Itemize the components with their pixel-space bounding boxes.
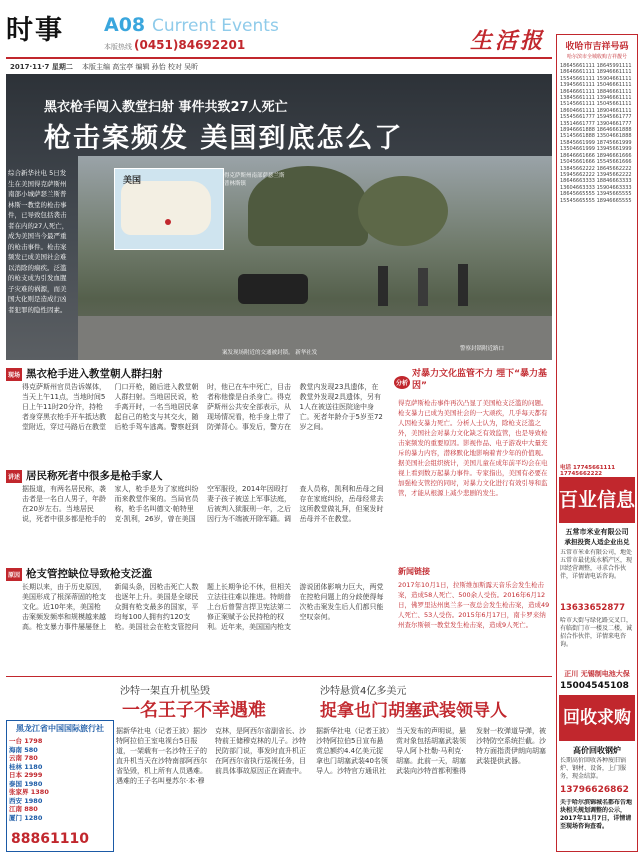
travel-ad-phone: 88861110 — [11, 831, 89, 847]
map-label: 美国 — [123, 176, 142, 186]
route-item: 厦门 1280 — [9, 813, 43, 822]
tree-shape — [358, 176, 448, 246]
dateline: 2017·11·7 星期二 — [10, 63, 73, 71]
sidebar-hotline — [560, 463, 636, 477]
route-item: 西安 1980 — [9, 796, 43, 805]
map-inset — [114, 168, 224, 250]
section-english: Current Events — [152, 16, 279, 36]
location-pin-icon — [165, 219, 171, 225]
classified-company-text: 五常市米业有限公司，地处五常市最优质水稻产区，现因经营调整，寻求合作伙伴，详情请电话咨询。 — [560, 549, 633, 580]
news-link-box — [394, 566, 552, 672]
sidebar-hotline-label: 电话 — [560, 465, 572, 471]
article-label: 原因 — [6, 568, 22, 581]
footer-notice: 关于哈尔滨锦城名都布告地块相关规划调整的公示，2017年11月7日，详情请至现场咨询查看。 — [560, 799, 633, 830]
section-title: 时事 — [6, 15, 64, 46]
route-item: 日本 2999 — [9, 771, 43, 779]
section-banner: 百业信息 — [559, 477, 635, 523]
article-title: 居民称死者中很多是枪手家人 — [26, 470, 163, 482]
usa-shape — [121, 181, 211, 235]
hero-intro — [8, 168, 72, 358]
analysis-column — [394, 366, 552, 566]
story-body: 据新华社电（记者王波）沙特阿拉伯5日宣布悬赏总额约4.4亿美元捉拿也门胡塞武装40名领导人。沙特官方通讯社当天发布的声明说，悬赏对象包括胡塞武装领导人阿卜杜勒·马利克·胡塞。此前一天，胡塞武装向沙特首都利雅得发射一枚弹道导弹，被沙特防空系统拦截。沙特方面指责伊朗向胡塞武装提供武器。 — [316, 727, 546, 775]
article-title: 枪支管控缺位导致枪支泛滥 — [26, 568, 152, 580]
classified-phone: 13633652877 — [560, 603, 626, 613]
sidebar-hotline-number: 17745661111 17745662222 — [560, 465, 616, 477]
route-item: 江南 880 — [9, 805, 38, 813]
recycle-text: 长期高价回收各种废旧锅炉、钢材、设备，上门服务，现金结算。 — [560, 757, 627, 780]
hero-kicker: 黑衣枪手闯入教堂扫射 事件共致27人死亡 — [44, 100, 288, 115]
route-item: 桂林 1180 — [9, 762, 43, 771]
person-figure — [458, 264, 468, 306]
photo-credit-left: 案发现场附近的交通被封锁。 新华社发 — [222, 350, 318, 356]
analysis-title: 对暴力文化监管不力 埋下“暴力基因” — [412, 369, 548, 391]
article-account — [6, 468, 392, 564]
red-banner: 正川 无锡制电池大保 — [564, 670, 630, 678]
route-item: 泰国 1980 — [9, 779, 43, 788]
article-title: 黑衣枪手进入教堂朝人群扫射 — [26, 368, 163, 380]
section-divider — [6, 676, 552, 677]
hero-banner — [6, 74, 552, 360]
travel-ad — [6, 720, 114, 852]
article-label: 现场 — [6, 368, 22, 381]
hero-title: 枪击案频发 美国到底怎么了 — [44, 123, 404, 154]
story-title: 捉拿也门胡塞武装领导人 — [320, 701, 507, 721]
article-body: 长期以来，由于历史原因，美国形成了根深蒂固的枪支文化。近10年来，美国枪击案频发频率和规模越来越高。枪支暴力事件屡屡登上新闻头条，因枪击死亡人数也逐年上升。美国是全球民众拥有枪支最多的国家，平均每100人拥有约120支枪。美国社会在枪支管控问题上长期争论不休，但相关立法往往难以推进。特朗普上台后曾誓言捍卫宪法第二修正案赋予公民持枪的权利。近年来，美国国内枪支游说团体影响力巨大，两党在控枪问题上的分歧使得每次枪击案发生后人们都只能空叹奈何。 — [22, 583, 384, 631]
route-item: 海南 580 — [9, 745, 38, 754]
hotline-label: 本版热线 — [104, 43, 132, 51]
section-banner: 回收求购 — [559, 695, 635, 741]
news-link-body: 2017年10月1日，拉斯维加斯露天音乐会发生枪击案，造成58人死亡、500余人受伤。2016年6月12日，佛罗里达州奥兰多一夜总会发生枪击案，造成49人死亡、53人受伤。2015年6月17日，南卡罗来纳州查尔斯顿一教堂发生枪击案，造成9人死亡。 — [398, 581, 550, 629]
classified-sidebar — [556, 34, 638, 852]
article-body: 得克萨斯州官员告诉媒体，当天上午11点，当地时间5日上午11时20分许，持枪者身穿黑衣枪手开车抵达教堂附近，穿过马路后在教堂门口开枪，随后进入教堂朝人群扫射。当地居民说，枪手离开时，一名当地居民拿起自己的枪支与其交火，随后枪手驾车逃离。警察赶到时，他已在车中死亡，目击者称他像是自杀身亡。得克萨斯州公共安全部表示，从现场情况看，枪手身上带了防弹背心。事发后，警方在教堂内发现23具遗体，在教堂外发现2具遗体，另有1人在被送往医院途中身亡。死者年龄介于5岁至72岁之间。 — [22, 383, 383, 431]
police-vehicle — [238, 274, 308, 304]
travel-ad-company: 黑龙江省中国国际旅行社 — [16, 724, 104, 733]
header-rule — [6, 57, 552, 59]
travel-ad-routes — [9, 737, 111, 825]
hero-intro-text: 综合新华社电 5日发生在美国得克萨斯州南部小城萨瑟兰斯普林斯一教堂的枪击事件，已导致包括袭击者在内的27人死亡，成为美国当今最严重的枪击事件。枪击案频发已成美国社会难以消除的痼疾。泛滥的枪支成为引发血腥子灾难的祸源，而美国大化则是造成行凶者犯罪的隐性因素。 — [8, 169, 69, 314]
classified-phone: 13796626862 — [560, 785, 629, 795]
number-list: 18645661111 18645991111 18646661111 18946661111 15545661111 15904661111 13945661111 15046661111 18646661111 18846661111 13845661111 13946661111 15145661111 15045661111 18604661111 18904661111 15545661777 15945661777 13514661777 13904661777 18946661888 18646661888 15145661888 13504661888 15845661999 18745661999 13504661999 13945661999 18646661666 18946661666 15045661666 15545661666 13845662222 18645662222 15945662222 13945662222 18646663333 18846663333 13604663333 15904663333 18645665555 13945665555 15545665555 18946665555 — [560, 63, 632, 204]
analysis-label: 分析 — [394, 376, 410, 389]
masthead — [0, 0, 640, 56]
sidebar-subheader: 哈尔滨市全城收购吉祥靓号 — [566, 54, 627, 60]
page-code: A08 — [104, 14, 146, 36]
article-label: 讲述 — [6, 470, 22, 483]
article-cause — [6, 566, 392, 672]
sidebar-header: 收哈市吉祥号码 — [565, 42, 629, 52]
story-kicker: 沙特悬赏4亿多美元 — [320, 686, 407, 697]
route-item: 云南 780 — [9, 754, 38, 762]
story-kicker: 沙特一架直升机坠毁 — [120, 686, 210, 697]
story-title: 一名王子不幸遇难 — [122, 700, 266, 721]
hotline-number: (0451)84692201 — [134, 38, 246, 52]
story-saudi-bounty — [314, 680, 552, 852]
news-link-title: 新闻链接 — [398, 567, 430, 576]
editor-line: 本版主编 高宝亭 编辑 孙怡 校对 吴昕 — [82, 63, 199, 71]
newspaper-logo: 生活报 — [470, 28, 546, 54]
story-body: 据新华社电（记者王波）据沙特阿拉伯王室电视台5日报道，一架载有一名沙特王子的直升机当天在沙特南部阿西尔省坠毁，机上所有人员遇难。遇难的王子名叫曼苏尔·本·穆克林，是阿西尔省副省长、沙特前王储穆克林的儿子。沙特民防部门说，事发时直升机正在阿西尔省执行巡视任务，目前具体事故原因正在调查中。 — [116, 727, 306, 785]
classified-inquiry: 哈市大街与绿化路交叉口，有临街门市一楼及二楼，诚招合作伙伴，详情来电咨询。 — [560, 617, 633, 648]
article-scene — [6, 366, 392, 468]
classified-company: 五常市米业有限公司 — [565, 528, 629, 536]
recycle-title: 高价回收钢炉 — [573, 746, 621, 755]
article-body: 据报道，有两名居民称，袭击者是一名白人男子，年龄在20岁左右。当地居民说，死者中很多都是枪手的家人，枪手是为了家庭纠纷而来教堂作案的。当局官员称，枪手名叫德文·帕特里克·凯利，26岁，曾在美国空军服役，2014年因殴打妻子孩子被送上军事法庭，后被判入狱服刑一年，之后因行为不端被开除军籍。调查人员称，凯利和岳母之间存在家庭纠纷，岳母经常去这所教堂做礼拜，但案发时岳母并不在教堂。 — [22, 485, 384, 523]
person-figure — [378, 266, 388, 306]
analysis-body: 得克萨斯枪击事件再次凸显了美国枪支泛滥的问题。枪支暴力已成为美国社会的一大顽疾，几乎每天都有人因枪支暴力死亡。分析人士认为，除枪支泛滥之外，美国社会对暴力文化缺乏有效监管，也是导致枪击案频发的重要原因。影视作品、电子游戏中大量充斥的暴力内容，潜移默化地影响着青少年的价值观。据美国社会组织统计，美国儿童在成年前平均会在电视上看到数万起暴力事件。专家指出，美国有必要在加强枪支管控的同时，对暴力文化进行有效引导和监管，才能从根源上减少悲剧的发生。 — [398, 399, 548, 497]
classified-company-sub: 承担投资人适企业出兑 — [564, 538, 630, 546]
route-item: 一台 1798 — [9, 737, 43, 745]
route-item: 张家界 1380 — [9, 788, 49, 796]
map-caption: 得克萨斯州南部萨瑟兰斯普林斯镇 — [224, 173, 285, 187]
photo-credit-right: 警察封锁附近路口 — [460, 346, 505, 352]
story-saudi-crash — [114, 680, 310, 852]
classified-phone: 15004545108 — [560, 681, 629, 691]
person-figure — [418, 268, 428, 306]
